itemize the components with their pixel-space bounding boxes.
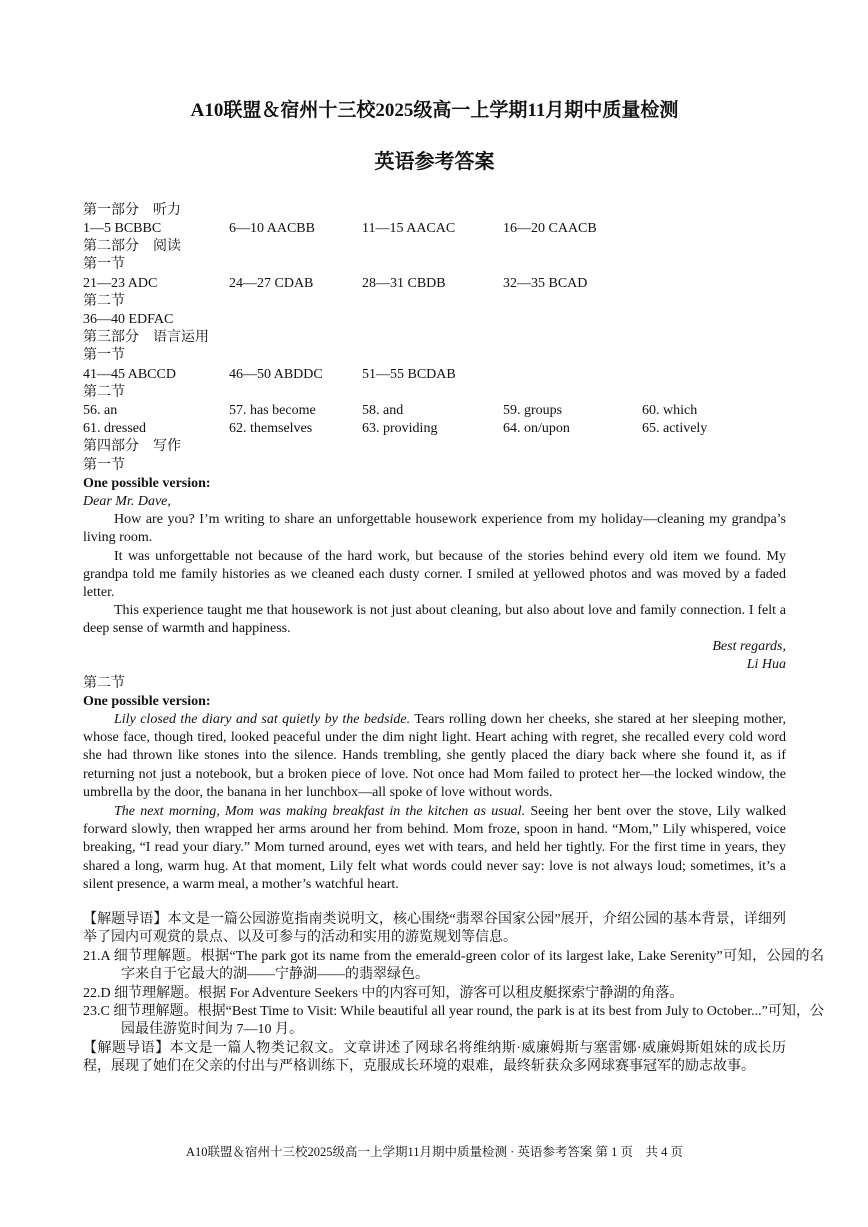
answer-group: 11—15 AACAC (362, 221, 456, 236)
story-body: Seeing her bent over the stove, Lily walked forward slowly, then wrapped her arms around her from behind. Mom froze, spoon in hand. “Mom,” Lily whispered, voice breaking, “I read your diary.” Mom turned around, eyes wet with tears, and held her tightly. For the first time in years, they shared a long, warm hug. At that moment, Lily felt what words could never say: love is not always loud; sometimes, it’s a silent presence, a warm meal, a mother’s watchful heart. (83, 804, 787, 892)
part2-heading: 第二部分 阅读 (83, 239, 181, 254)
document-subtitle: 英语参考答案 (374, 151, 495, 173)
part4-heading: 第四部分 写作 (83, 439, 181, 454)
answer-group: 51—55 BCDAB (362, 367, 456, 382)
fill-answer: 57. has become (229, 403, 316, 418)
document-title: A10联盟＆宿州十三校2025级高一上学期11月期中质量检测 (190, 100, 679, 121)
fill-answer: 62. themselves (229, 421, 313, 436)
part2-section2-answers: 36—40 EDFAC (83, 312, 174, 327)
answer-group: 16—20 CAACB (503, 221, 597, 236)
fill-answer: 63. providing (362, 421, 438, 436)
story-paragraph (83, 711, 786, 802)
part3-section1-heading: 第一节 (83, 348, 125, 363)
answer-group: 1—5 BCBBC (83, 221, 162, 236)
explanation-item: 21.A 细节理解题。根据“The park got its name from the emerald-green color of its largest lake, Lake Serenity”可知，公园的名字来自于它最大的湖——宁静湖——的翡翠绿色。 (83, 949, 824, 983)
fill-answer: 61. dressed (83, 421, 146, 436)
answer-group: 32—35 BCAD (503, 276, 588, 291)
explanation-item: 22.D 细节理解题。根据 For Adventure Seekers 中的内容可知，游客可以租皮艇探索宁静湖的角落。 (83, 986, 684, 1001)
letter-paragraph: How are you? I’m writing to share an unforgettable housework experience from my holiday—cleaning my grandpa’s living room. (83, 512, 786, 546)
page-footer: A10联盟＆宿州十三校2025级高一上学期11月期中质量检测 · 英语参考答案 第 1 页 共 4 页 (185, 1145, 684, 1159)
answer-group: 21—23 ADC (83, 276, 158, 291)
part2-section1-heading: 第一节 (83, 257, 125, 272)
answer-group: 24—27 CDAB (229, 276, 314, 291)
part4-section1-heading: 第一节 (83, 458, 125, 473)
answer-group: 28—31 CBDB (362, 276, 446, 291)
story-lead-sentence: The next morning, Mom was making breakfast in the kitchen as usual. (114, 804, 526, 819)
explanation-guide: 【解题导语】本文是一篇公园游览指南类说明文，核心围绕“翡翠谷国家公园”展开，介绍公园的基本背景，详细列举了园内可观赏的景点、以及可参与的活动和实用的游览规划等信息。 (83, 912, 786, 946)
story-lead-sentence: Lily closed the diary and sat quietly by the bedside. (114, 712, 411, 727)
fill-answer: 60. which (642, 403, 698, 418)
version-label: One possible version: (83, 476, 211, 491)
version-label: One possible version: (83, 694, 211, 709)
letter-salutation: Dear Mr. Dave, (83, 494, 171, 509)
answer-group: 46—50 ABDDC (229, 367, 323, 382)
fill-answer: 59. groups (503, 403, 563, 418)
answer-group: 6—10 AACBB (229, 221, 315, 236)
answer-group: 41—45 ABCCD (83, 367, 176, 382)
explanation-item: 23.C 细节理解题。根据“Best Time to Visit: While beautiful all year round, the park is at its best from July to October...”可知，公园最佳游览时间为 7—10 月。 (83, 1004, 824, 1038)
story-paragraph (83, 803, 786, 894)
fill-answer: 65. actively (642, 421, 708, 436)
letter-paragraph: This experience taught me that housework is not just about cleaning, but also about love and family connection. I felt a deep sense of warmth and happiness. (83, 603, 786, 637)
part3-section2-heading: 第二节 (83, 385, 125, 400)
part2-section2-heading: 第二节 (83, 294, 125, 309)
story-body: Tears rolling down her cheeks, she stared at her sleeping mother, whose face, though tired, looked peaceful under the dim night light. Heart aching with regret, she recalled every cold word she had thrown like stones into the silence. Hands trembling, she gently placed the diary back where she found it, as if returning not just a notebook, but a broken piece of love. Not once had Mom failed to protect her—the locked window, the umbrella by the door, the banana in her lunchbox—all spoke of love without words. (83, 712, 787, 800)
explanation-guide: 【解题导语】本文是一篇人物类记叙文。文章讲述了网球名将维纳斯·威廉姆斯与塞雷娜·威廉姆斯姐妹的成长历程，展现了她们在父亲的付出与严格训练下，克服成长环境的艰难，最终斩获众多网球赛事冠军的励志故事。 (83, 1041, 786, 1075)
letter-paragraph: It was unforgettable not because of the hard work, but because of the stories behind every old item we found. My grandpa told me family histories as we cleaned each dusty corner. I smiled at yellowed photos and was moved by a faded letter. (83, 549, 786, 601)
fill-answer: 64. on/upon (503, 421, 570, 436)
fill-answer: 56. an (83, 403, 118, 418)
letter-signature: Li Hua (746, 657, 786, 672)
letter-closing: Best regards, (712, 639, 786, 654)
fill-answer: 58. and (362, 403, 404, 418)
part1-heading: 第一部分 听力 (83, 203, 181, 218)
part3-heading: 第三部分 语言运用 (83, 330, 209, 345)
part4-section2-heading: 第二节 (83, 676, 125, 691)
